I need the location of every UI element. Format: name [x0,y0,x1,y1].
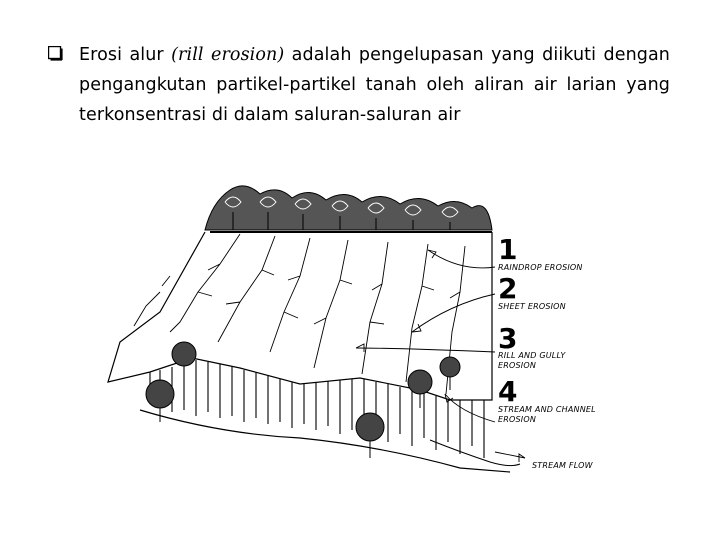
label-3-text-line2: EROSION [498,361,537,370]
checkbox-bullet-icon [48,46,63,61]
bullet-item [48,40,670,130]
label-4-text-line1: STREAM AND CHANNEL [498,405,596,414]
paragraph-text-start: Erosi alur [79,45,172,65]
label-1 [498,233,583,272]
label-4-number: 4 [498,375,518,408]
label-4-text-line2: EROSION [498,415,537,424]
label-3 [498,322,566,370]
erosion-drawing [100,172,620,477]
label-4 [498,375,596,424]
label-2 [498,272,566,311]
label-1-text: RAINDROP EROSION [498,263,583,272]
label-1-number: 1 [498,233,518,266]
label-2-text: SHEET EROSION [498,302,566,311]
stream-flow-label: STREAM FLOW [532,461,593,470]
paragraph-text-rest: adalah pengelupasan yang diikuti dengan pengangkutan partikel-partikel tanah oleh aliran air larian yang terkonsentrasi di dalam saluran-saluran air [79,45,670,125]
erosion-illustration [100,172,620,477]
label-3-text-line1: RILL AND GULLY [498,351,566,360]
label-2-number: 2 [498,272,518,305]
slide-text [48,40,670,130]
cliff-face [140,360,510,472]
paragraph-italic-term: (rill erosion) [171,45,285,65]
tree-line [205,186,492,232]
bullet-paragraph [79,40,670,130]
foreground-trees [146,342,460,458]
label-3-number: 3 [498,322,518,355]
